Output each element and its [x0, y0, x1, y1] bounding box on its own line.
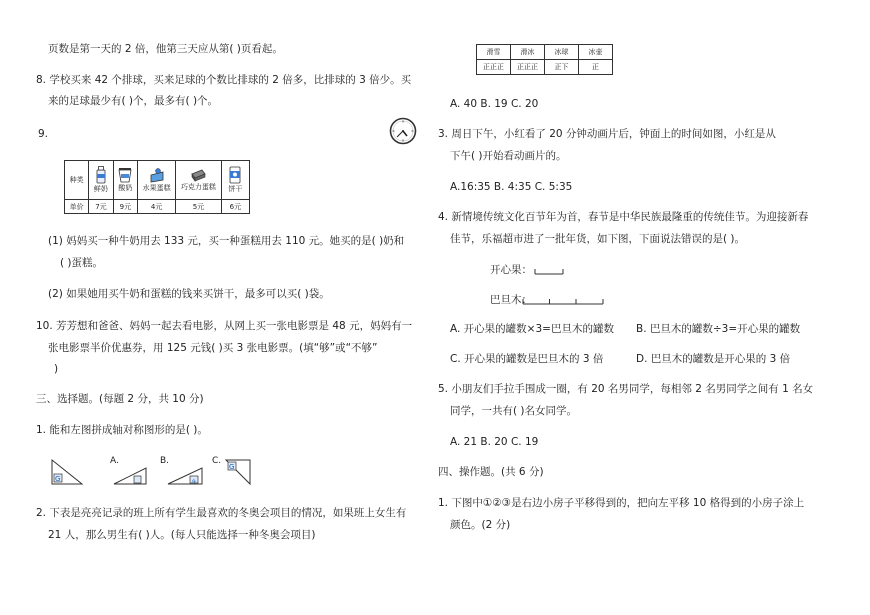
- sports-tally-hockey: 正下: [545, 60, 579, 75]
- s4-q1-line2: 颜色。(2 分): [450, 519, 511, 531]
- price-table-header-price: 单价: [65, 200, 89, 214]
- product-name-fruit-cake: 水果蛋糕: [142, 184, 171, 192]
- sports-header-hockey: 冰球: [545, 45, 579, 60]
- s3-q4-option-c: C. 开心果的罐数是巴旦木的 3 倍: [450, 353, 604, 365]
- s3-q3-line2: 下午( )开始看动画片的。: [450, 150, 567, 162]
- price-table: [64, 160, 250, 214]
- s4-q1-line1: 1. 下图中①②③是右边小房子平移得到的，把向左平移 10 格得到的小房子涂上: [438, 497, 805, 509]
- product-cell-biscuit: [221, 161, 249, 200]
- clock-icon: [389, 117, 417, 145]
- badam-segment: [522, 296, 604, 306]
- s3-q5-line2: 同学，一共有( )名女同学。: [450, 405, 578, 417]
- symmetry-option-a-figure[interactable]: [112, 466, 148, 486]
- sports-tally-skating: 正正正: [511, 60, 545, 75]
- product-cell-fruit-cake: [138, 161, 176, 200]
- s3-q4-option-a: A. 开心果的罐数×3=巴旦木的罐数: [450, 323, 614, 335]
- price-chocolate-cake: 5元: [176, 200, 222, 214]
- price-fruit-cake: 4元: [138, 200, 176, 214]
- s3-q1-text: 1. 能和左图拼成轴对称图形的是( )。: [36, 424, 208, 436]
- product-cell-chocolate-cake: [176, 161, 222, 200]
- s3-q2-line1: 2. 下表是亮亮记录的班上所有学生最喜欢的冬奥会项目的情况，如果班上女生有: [36, 507, 407, 519]
- s3-q5-line1: 5. 小朋友们手拉手围成一圈，有 20 名男同学，每相邻 2 名男同学之间有 1 名女: [438, 383, 814, 395]
- yogurt-cup-icon: [118, 167, 132, 183]
- s3-q5-choices: A. 21 B. 20 C. 19: [450, 436, 539, 448]
- sports-tally-skiing: 正正正: [477, 60, 511, 75]
- price-milk: 7元: [89, 200, 113, 214]
- label-badam: 巴旦木：: [490, 294, 532, 306]
- s3-q1-option-c-label[interactable]: C.: [212, 456, 222, 466]
- s3-q3-choices: A.16:35 B. 4:35 C. 5:35: [450, 181, 573, 193]
- winter-sports-tally-table: [476, 44, 613, 75]
- q8-line2: 来的足球最少有( )个，最多有( )个。: [48, 95, 219, 107]
- s3-q4-line2: 佳节，乐福超市进了一批年货，如下图，下面说法错误的是( )。: [450, 233, 746, 245]
- svg-text:ɘ: ɘ: [192, 478, 196, 485]
- svg-text:G: G: [229, 463, 235, 471]
- q10-line3: ): [54, 363, 59, 375]
- label-pistachio: 开心果：: [490, 264, 532, 276]
- s3-q2-choices: A. 40 B. 19 C. 20: [450, 98, 539, 110]
- s3-q2-line2: 21 人，那么男生有( )人。(每人只能选择一种冬奥会项目): [48, 529, 316, 541]
- price-yogurt: 9元: [113, 200, 138, 214]
- biscuit-bag-icon: [229, 166, 241, 184]
- price-table-header-kind: 种类: [65, 161, 89, 200]
- product-name-milk: 鲜奶: [93, 185, 108, 193]
- q9-1-line2: ( )蛋糕。: [60, 257, 104, 269]
- symmetry-original-figure: [50, 458, 84, 486]
- s3-q1-option-b-label[interactable]: B.: [160, 456, 170, 466]
- s3-q1-option-a-label[interactable]: A.: [110, 456, 119, 466]
- q10-line1: 10. 芳芳想和爸爸、妈妈一起去看电影，从网上买一张电影票是 48 元，妈妈有一: [36, 320, 413, 332]
- q9-number: 9.: [38, 128, 49, 140]
- price-biscuit: 6元: [221, 200, 249, 214]
- q7-tail-text: 页数是第一天的 2 倍，他第三天应从第( )页看起。: [48, 43, 283, 55]
- q8-line1: 8. 学校买来 42 个排球，买来足球的个数比排球的 2 倍多，比排球的 3 倍少。买: [36, 74, 412, 86]
- symmetry-option-c-figure[interactable]: [224, 458, 252, 486]
- product-cell-milk: [89, 161, 113, 200]
- pistachio-segment: [534, 266, 564, 276]
- product-cell-yogurt: [113, 161, 138, 200]
- section-3-heading: 三、选择题。(每题 2 分，共 10 分): [36, 393, 204, 405]
- sports-header-skating: 滑冰: [511, 45, 545, 60]
- s3-q4-option-b: B. 巴旦木的罐数÷3=开心果的罐数: [636, 323, 801, 335]
- q10-line2: 张电影票半价优惠券，用 125 元钱( )买 3 张电影票。(填“够”或“不够”: [48, 342, 378, 354]
- sports-header-skiing: 滑雪: [477, 45, 511, 60]
- product-name-chocolate-cake: 巧克力蛋糕: [180, 183, 216, 191]
- q9-2-text: (2) 如果她用买牛奶和蛋糕的钱来买饼干，最多可以买( )袋。: [48, 288, 330, 300]
- symmetry-option-b-figure[interactable]: [166, 466, 204, 486]
- section-4-heading: 四、操作题。(共 6 分): [438, 466, 544, 478]
- s3-q4-option-d: D. 巴旦木的罐数是开心果的 3 倍: [636, 353, 791, 365]
- s3-q3-line1: 3. 周日下午，小红看了 20 分钟动画片后，钟面上的时间如图，小红是从: [438, 128, 776, 140]
- sports-tally-curling: 正: [579, 60, 613, 75]
- sports-header-curling: 冰壶: [579, 45, 613, 60]
- svg-text:G: G: [55, 475, 61, 483]
- chocolate-cake-icon: [190, 168, 206, 182]
- fruit-cake-icon: [149, 167, 165, 183]
- milk-bottle-icon: [95, 166, 107, 184]
- s3-q4-line1: 4. 新情境传统文化百节年为首，春节是中华民族最隆重的传统佳节。为迎接新春: [438, 211, 809, 223]
- product-name-yogurt: 酸奶: [118, 184, 133, 192]
- product-name-biscuit: 饼干: [228, 185, 243, 193]
- q9-1-line1: (1) 妈妈买一种牛奶用去 133 元，买一种蛋糕用去 110 元。她买的是( )奶和: [48, 235, 405, 247]
